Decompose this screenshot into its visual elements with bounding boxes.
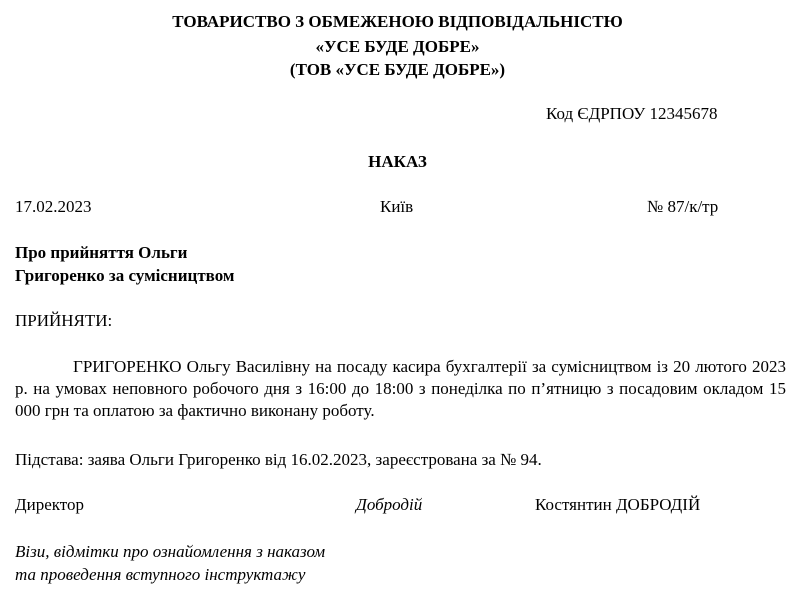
org-full-name-line2: «УСЕ БУДЕ ДОБРЕ» [315, 37, 480, 56]
basis-text: Підстава: заява Ольги Григоренко від 16.02.2023, зареєстрована за № 94. [15, 450, 542, 469]
order-paragraph-text: ГРИГОРЕНКО Ольгу Василівну на посаду касира бухгалтерії за сумісництвом із 20 лютого 2023 р. на умовах неповного робочого дня з 16:00 до 18:00 з понеділка по п’ятницю з посадовим окладом 15 000 грн та оплатою за фактично виконану роботу. [15, 357, 786, 420]
order-number: № 87/к/тр [647, 197, 719, 216]
order-title: НАКАЗ [368, 152, 427, 171]
footer-note-line2: та проведення вступного інструктажу [15, 565, 306, 584]
footer-note-line1: Візи, відмітки про ознайомлення з наказом [15, 542, 326, 561]
signatory-name: Костянтин ДОБРОДІЙ [535, 495, 701, 514]
org-full-name-line1: ТОВАРИСТВО З ОБМЕЖЕНОЮ ВІДПОВІДАЛЬНІСТЮ [172, 12, 623, 31]
edrpou-code: Код ЄДРПОУ 12345678 [546, 104, 718, 123]
directive-heading: ПРИЙНЯТИ: [15, 311, 113, 330]
order-paragraph [15, 356, 786, 422]
subject-line1: Про прийняття Ольги [15, 243, 188, 262]
signature: Добродій [356, 495, 423, 514]
order-date: 17.02.2023 [15, 197, 92, 216]
signatory-position: Директор [15, 495, 84, 514]
subject-line2: Григоренко за сумісництвом [15, 266, 235, 285]
org-short-name: (ТОВ «УСЕ БУДЕ ДОБРЕ») [289, 60, 506, 79]
order-city: Київ [380, 197, 414, 216]
